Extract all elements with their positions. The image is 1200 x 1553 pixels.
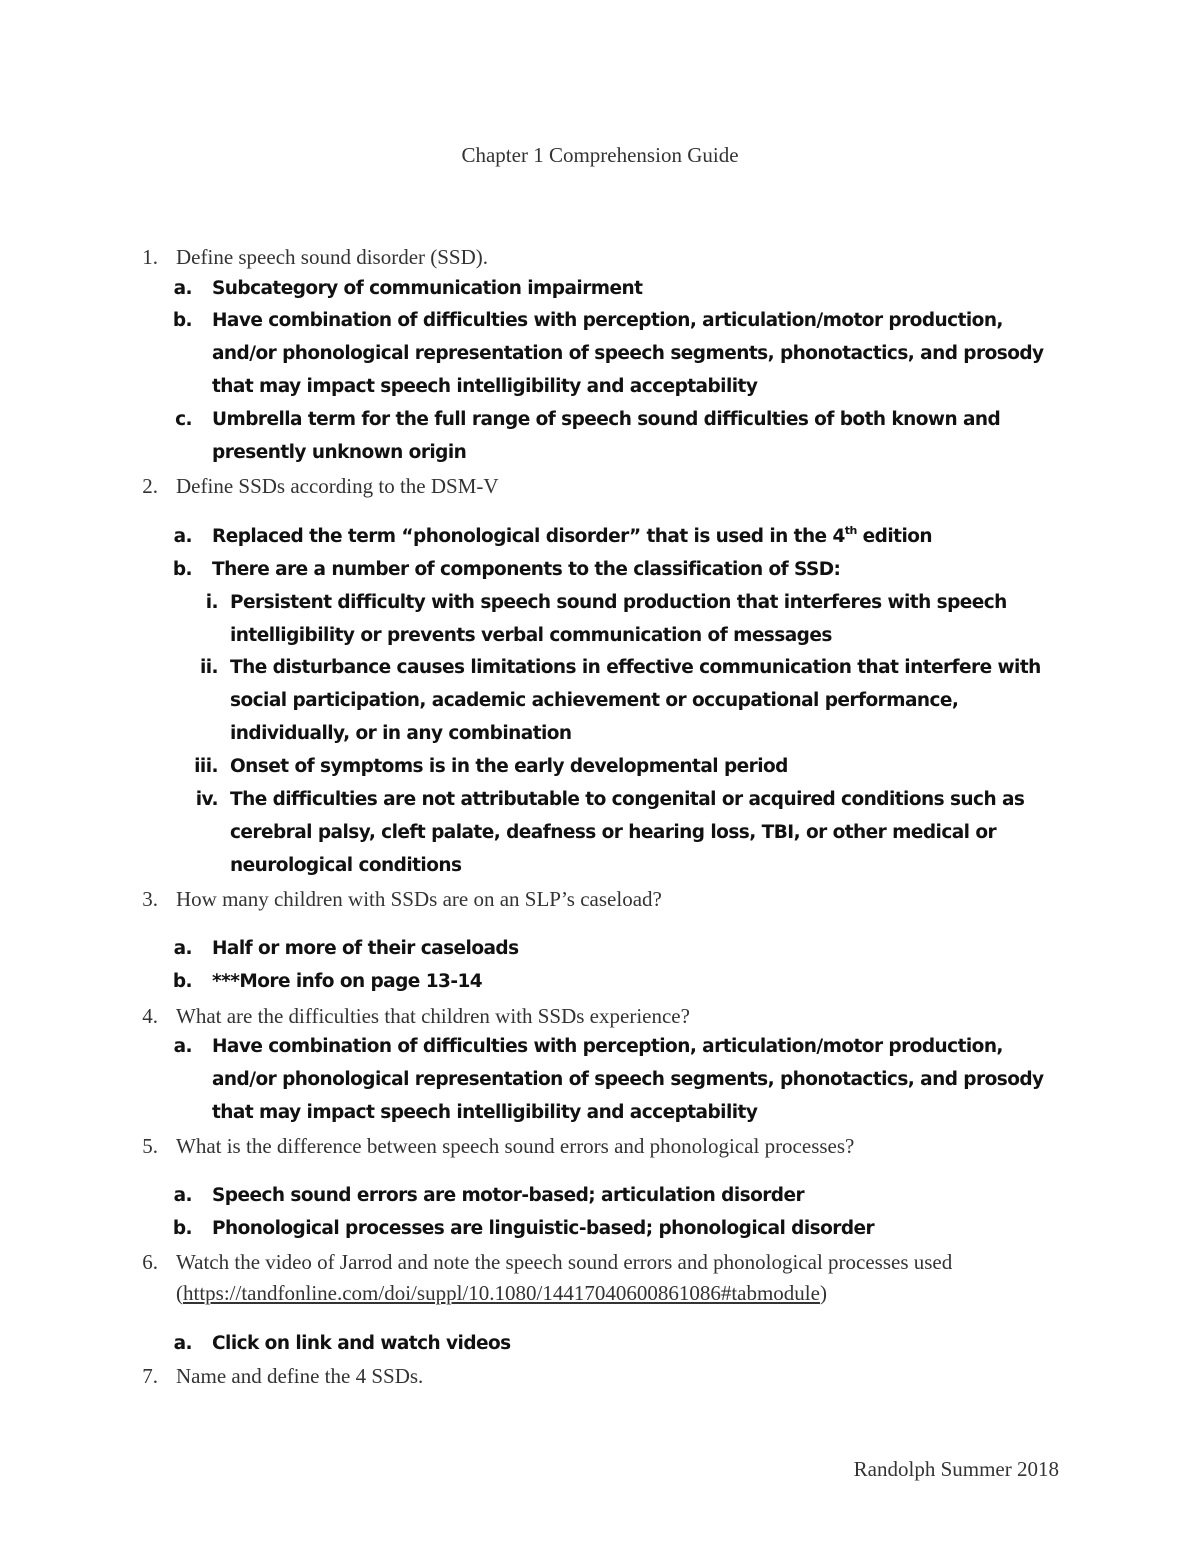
answer-text: Subcategory of communication impairment (212, 278, 643, 299)
answer-text: ***More info on page 13-14 (212, 971, 483, 992)
sub-answer-marker: iv. (195, 789, 218, 810)
question-link-line: (https://tandfonline.com/doi/suppl/10.1080/14417040600861086#tabmodule) (176, 1281, 827, 1305)
answer-text: Half or more of their caseloads (212, 938, 519, 959)
answer-text: that may impact speech intelligibility and acceptability (212, 376, 758, 397)
question-number: 2. (142, 474, 158, 498)
question-number: 5. (142, 1134, 158, 1158)
document-title: Chapter 1 Comprehension Guide (461, 143, 739, 167)
sub-answer-marker: ii. (199, 657, 218, 678)
answer-marker: b. (172, 310, 192, 331)
answer-text: and/or phonological representation of speech segments, phonotactics, and prosody (212, 343, 1044, 364)
answer-marker: a. (173, 1036, 192, 1057)
answer-text: Phonological processes are linguistic-based; phonological disorder (212, 1218, 875, 1239)
answer-marker: a. (173, 278, 192, 299)
question-text: What is the difference between speech sound errors and phonological processes? (176, 1134, 855, 1158)
answer-marker: b. (172, 559, 192, 580)
sub-answer-text: The difficulties are not attributable to congenital or acquired conditions such as (230, 789, 1025, 810)
sub-answer-marker: i. (205, 592, 218, 613)
question-text: What are the difficulties that children with SSDs experience? (176, 1004, 690, 1028)
question-text: Define speech sound disorder (SSD). (176, 245, 489, 269)
answer-text: Have combination of difficulties with perception, articulation/motor production, (212, 310, 1003, 331)
answer-marker: c. (175, 409, 192, 430)
question-text: Watch the video of Jarrod and note the speech sound errors and phonological processes used (176, 1250, 953, 1274)
sub-answer-text: social participation, academic achievement or occupational performance, (230, 690, 959, 711)
question-number: 7. (142, 1364, 158, 1388)
sub-answer-text: individually, or in any combination (230, 723, 572, 744)
video-link[interactable]: https://tandfonline.com/doi/suppl/10.1080/14417040600861086#tabmodule (183, 1281, 820, 1305)
question-number: 3. (142, 887, 158, 911)
answer-marker: b. (172, 1218, 192, 1239)
answer-marker: a. (173, 938, 192, 959)
answer-marker: a. (173, 1333, 192, 1354)
answer-marker: a. (173, 526, 192, 547)
answer-text: Umbrella term for the full range of speech sound difficulties of both known and (212, 409, 1001, 430)
superscript: th (844, 524, 857, 537)
question-number: 4. (142, 1004, 158, 1028)
sub-answer-text: cerebral palsy, cleft palate, deafness or hearing loss, TBI, or other medical or (230, 822, 997, 843)
answer-marker: a. (173, 1185, 192, 1206)
answer-text: that may impact speech intelligibility and acceptability (212, 1102, 758, 1123)
question-text: Name and define the 4 SSDs. (176, 1364, 424, 1388)
answer-text: and/or phonological representation of speech segments, phonotactics, and prosody (212, 1069, 1044, 1090)
answer-text: There are a number of components to the classification of SSD: (212, 559, 841, 580)
sub-answer-text: The disturbance causes limitations in effective communication that interfere with (230, 657, 1041, 678)
page-footer: Randolph Summer 2018 (853, 1457, 1059, 1481)
question-text: Define SSDs according to the DSM-V (176, 474, 499, 498)
sub-answer-text: Onset of symptoms is in the early developmental period (230, 756, 788, 777)
question-number: 6. (142, 1250, 158, 1274)
answer-text: Click on link and watch videos (212, 1333, 511, 1354)
answer-text: Speech sound errors are motor-based; articulation disorder (212, 1185, 805, 1206)
sub-answer-text: intelligibility or prevents verbal communication of messages (230, 625, 832, 646)
answer-text: presently unknown origin (212, 442, 467, 463)
sub-answer-text: Persistent difficulty with speech sound production that interferes with speech (230, 592, 1007, 613)
sub-answer-marker: iii. (194, 756, 218, 777)
answer-text: Replaced the term “phonological disorder” that is used in the 4th edition (212, 524, 933, 547)
question-number: 1. (142, 245, 158, 269)
answer-text: Have combination of difficulties with perception, articulation/motor production, (212, 1036, 1003, 1057)
sub-answer-text: neurological conditions (230, 855, 462, 876)
answer-marker: b. (172, 971, 192, 992)
question-text: How many children with SSDs are on an SLP’s caseload? (176, 887, 662, 911)
